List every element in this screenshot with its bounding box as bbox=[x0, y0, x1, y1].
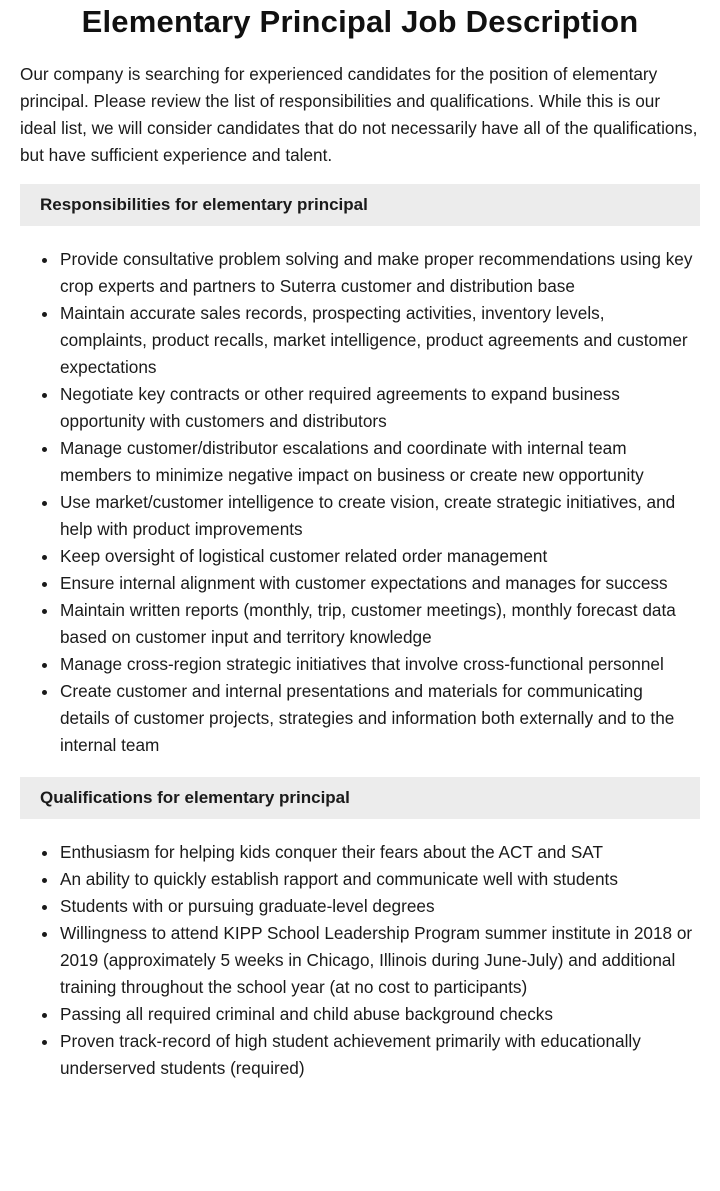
list-item: Use market/customer intelligence to create vision, create strategic initiatives, and help with product improvements bbox=[20, 489, 694, 543]
qualifications-heading: Qualifications for elementary principal bbox=[20, 777, 700, 819]
list-item: Maintain accurate sales records, prospecting activities, inventory levels, complaints, product recalls, market intelligence, product agreements and customer expectations bbox=[20, 300, 694, 381]
page-title: Elementary Principal Job Description bbox=[81, 4, 639, 39]
list-item: Proven track-record of high student achievement primarily with educationally underserved students (required) bbox=[20, 1028, 694, 1082]
qualifications-list bbox=[20, 839, 700, 1082]
list-item: Enthusiasm for helping kids conquer their fears about the ACT and SAT bbox=[20, 839, 694, 866]
list-item: Ensure internal alignment with customer expectations and manages for success bbox=[20, 570, 694, 597]
list-item: Maintain written reports (monthly, trip, customer meetings), monthly forecast data based on customer input and territory knowledge bbox=[20, 597, 694, 651]
responsibilities-list bbox=[20, 246, 700, 759]
list-item: Keep oversight of logistical customer related order management bbox=[20, 543, 694, 570]
list-item: An ability to quickly establish rapport and communicate well with students bbox=[20, 866, 694, 893]
list-item: Negotiate key contracts or other required agreements to expand business opportunity with customers and distributors bbox=[20, 381, 694, 435]
list-item: Willingness to attend KIPP School Leadership Program summer institute in 2018 or 2019 (approximately 5 weeks in Chicago, Illinois during June-July) and additional training throughout the school year (at no cost to participants) bbox=[20, 920, 694, 1001]
list-item: Students with or pursuing graduate-level degrees bbox=[20, 893, 694, 920]
list-item: Create customer and internal presentations and materials for communicating details of customer projects, strategies and information both externally and to the internal team bbox=[20, 678, 694, 759]
list-item: Passing all required criminal and child abuse background checks bbox=[20, 1001, 694, 1028]
list-item: Provide consultative problem solving and make proper recommendations using key crop experts and partners to Suterra customer and distribution base bbox=[20, 246, 694, 300]
list-item: Manage cross-region strategic initiatives that involve cross-functional personnel bbox=[20, 651, 694, 678]
intro-paragraph: Our company is searching for experienced candidates for the position of elementary principal. Please review the list of responsibilities and qualifications. While this is our ideal list, we will consider candidates that do not necessarily have all of the qualifications, but have sufficient experience and talent. bbox=[20, 64, 698, 165]
responsibilities-heading: Responsibilities for elementary principal bbox=[20, 184, 700, 226]
list-item: Manage customer/distributor escalations and coordinate with internal team members to minimize negative impact on business or create new opportunity bbox=[20, 435, 694, 489]
